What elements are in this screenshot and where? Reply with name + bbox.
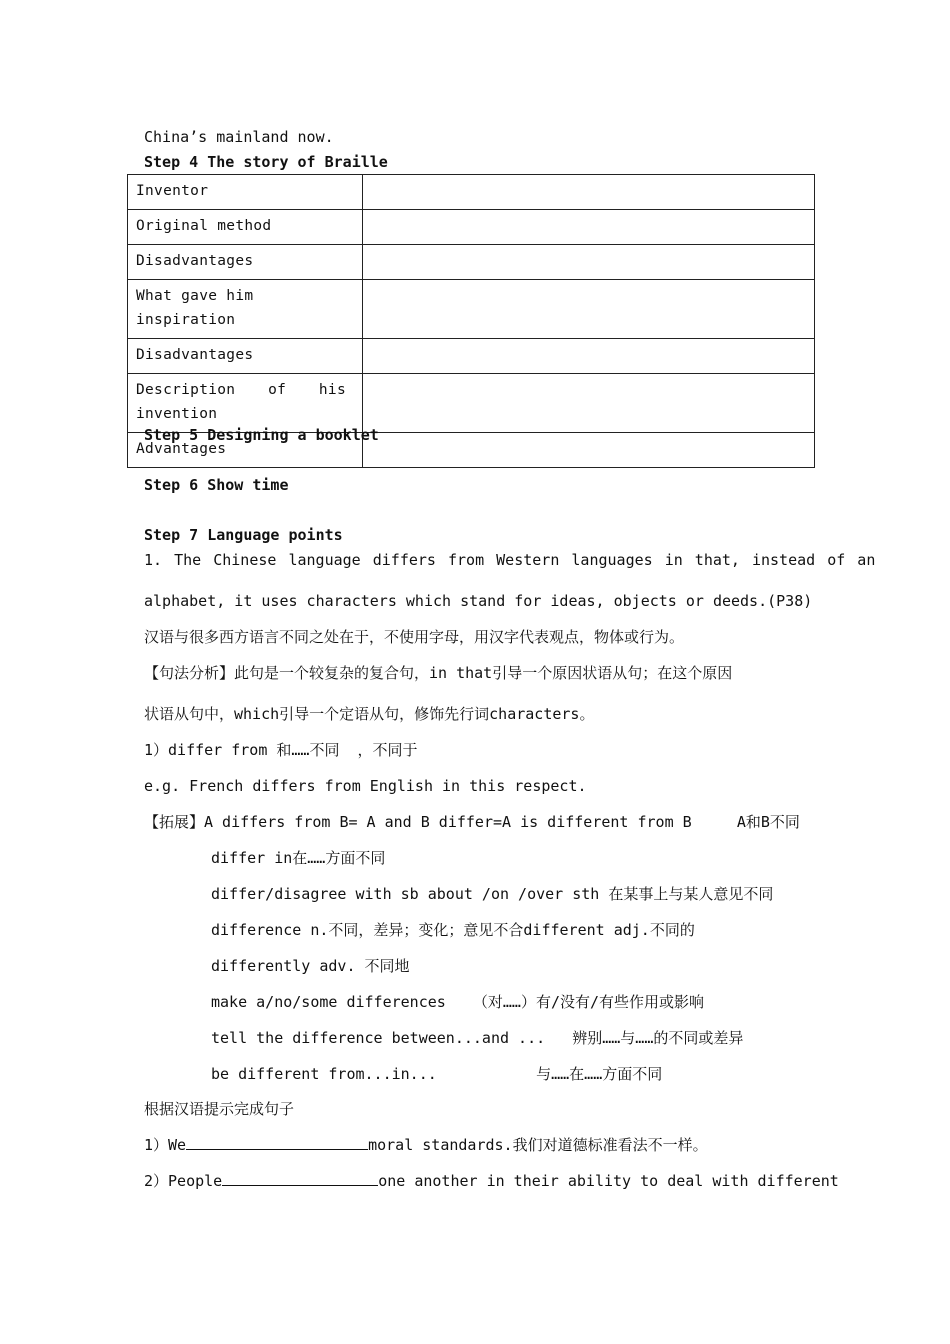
table-row [128, 339, 815, 374]
step5-heading: Step 5 Designing a booklet [144, 426, 379, 444]
table-cell-label: Advantages [128, 433, 363, 468]
label-line2: invention [136, 406, 218, 422]
answer-blank[interactable] [222, 1171, 378, 1186]
expand-item: differ/disagree with sb about /on /over sth 在某事上与某人意见不同 [211, 885, 774, 903]
braille-table [127, 174, 815, 468]
step4-heading: Step 4 The story of Braille [144, 153, 388, 171]
table-row [128, 374, 815, 433]
table-cell-value [363, 339, 815, 374]
table-cell-label: Disadvantages [128, 245, 363, 280]
answer-blank[interactable] [186, 1135, 368, 1150]
analysis-line1: 【句法分析】此句是一个较复杂的复合句，in that引导一个原因状语从句；在这个原因 [144, 664, 733, 682]
exercise-heading: 根据汉语提示完成句子 [144, 1100, 295, 1118]
expand-line: 【拓展】A differs from B= A and B differ=A is different from B A和B不同 [144, 813, 800, 831]
table-row [128, 175, 815, 210]
point1-translation: 汉语与很多西方语言不同之处在于，不使用字母，用汉字代表观点，物体或行为。 [144, 628, 685, 646]
exercise-2 [144, 1171, 839, 1191]
label-word: his [318, 382, 346, 398]
step7-heading: Step 7 Language points [144, 526, 343, 544]
expand-item: differently adv. 不同地 [211, 957, 410, 975]
exercise-2-prefix: 2）People [144, 1172, 223, 1190]
table-cell-label: Disadvantages [128, 339, 363, 374]
table-cell-label: Inventor [128, 175, 363, 210]
example-sentence: e.g. French differs from English in this respect. [144, 777, 587, 795]
table-cell-value [363, 433, 815, 468]
table-row [128, 210, 815, 245]
exercise-1-prefix: 1）We [144, 1136, 187, 1154]
exercise-2-suffix: one another in their ability to deal with different [378, 1172, 839, 1190]
table-row [128, 245, 815, 280]
table-cell-value [363, 210, 815, 245]
table-cell-value [363, 374, 815, 433]
table-row [128, 280, 815, 339]
analysis-line2: 状语从句中，which引导一个定语从句，修饰先行词characters。 [144, 705, 595, 723]
table-cell-label: What gave him inspiration [128, 280, 363, 339]
exercise-1-suffix: moral standards.我们对道德标准看法不一样。 [368, 1136, 708, 1154]
point1-sentence-line1: 1. The Chinese language differs from Western languages in that, instead of an [144, 551, 876, 569]
expand-item: be different from...in... 与……在……方面不同 [211, 1065, 663, 1083]
expand-item: make a/no/some differences （对……）有/没有/有些作用或影响 [211, 993, 705, 1011]
expand-item: differ in在……方面不同 [211, 849, 386, 867]
exercise-1 [144, 1135, 708, 1155]
point1-sentence-line2: alphabet, it uses characters which stand for ideas, objects or deeds.(P38) [144, 592, 813, 610]
expand-item: tell the difference between...and ... 辨别……与……的不同或差异 [211, 1029, 744, 1047]
label-word: of [268, 382, 287, 398]
step6-heading: Step 6 Show time [144, 476, 289, 494]
table-cell-label [128, 374, 363, 433]
table-cell-value [363, 245, 815, 280]
table-cell-label: Original method [128, 210, 363, 245]
table-cell-value [363, 175, 815, 210]
label-justified-line [136, 378, 346, 402]
intro-line: China’s mainland now. [144, 128, 334, 146]
table-cell-value [363, 280, 815, 339]
label-word: Description [136, 382, 236, 398]
expand-item: difference n.不同，差异；变化；意见不合different adj.不同的 [211, 921, 695, 939]
sub-point-differ-from: 1）differ from 和……不同 ，不同于 [144, 741, 418, 759]
